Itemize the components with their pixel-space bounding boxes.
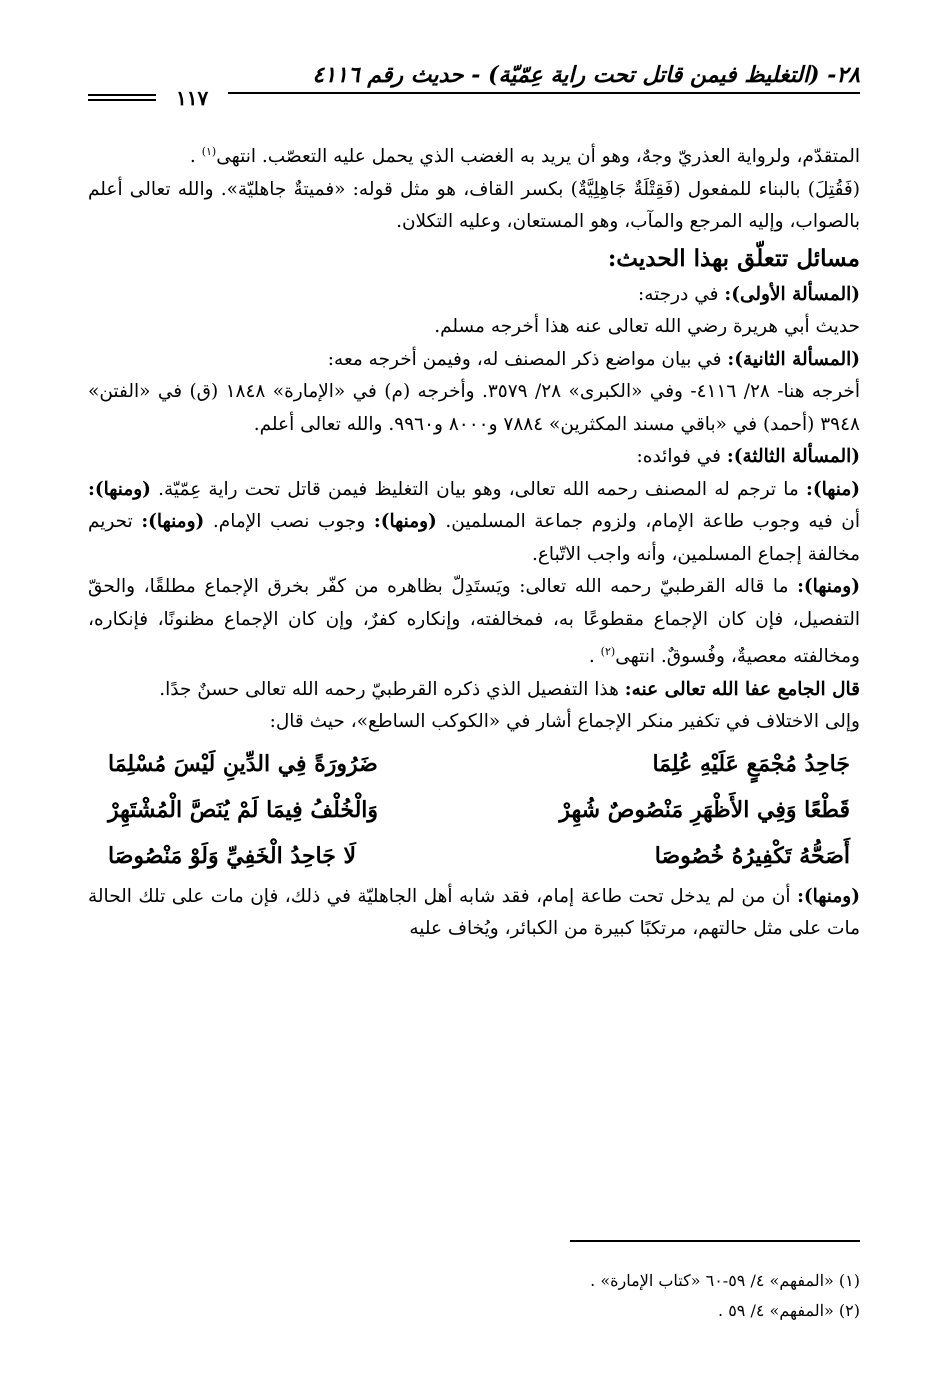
benefit-list: (منها): ما ترجم له المصنف رحمه الله تعالى، وهو بيان التغليظ فيمن قاتل تحت راية عِمّيّة. (ومنها): أن فيه وجوب طاعة الإمام، ولزوم جماعة المسلمين. (ومنها): وجوب نصب الإمام. (ومنها): تحريم مخالفة إجماع المسلمين، وأنه واجب الاتّباع. (88, 478, 860, 565)
verse (88, 833, 860, 879)
compiler-note: قال الجامع عفا الله تعالى عنه: هذا التفصيل الذي ذكره القرطبيّ رحمه الله تعالى حسنٌ جدًا. (159, 678, 860, 700)
question-3: (المسألة الثالثة): في فوائده: (636, 446, 860, 468)
question-label: (المسألة الثانية): (727, 348, 860, 370)
running-header (88, 62, 860, 110)
footnote-ref[interactable]: (١) (201, 145, 217, 158)
paragraph: (ومنها): أن من لم يدخل تحت طاعة إمام، فقد شابه أهل الجاهليّة في ذلك، فإن مات على تلك الحالة مات على مثل حالتهم، مرتكبًا كبيرة من الكبائر، ويُخاف عليه (88, 885, 860, 940)
verse (88, 787, 860, 833)
question-2: (المسألة الثانية): في بيان مواضع ذكر المصنف له، وفيمن أخرجه معه: (327, 348, 860, 370)
hemistich-right: جَاحِدُ مُجْمَعٍ عَلَيْهِ عُلِمَا (652, 750, 850, 777)
question-1: (المسألة الأولى): في درجته: (637, 283, 860, 305)
footnote: (١) «المفهم» ٤/ ٥٩-٦٠ «كتاب الإمارة» . (590, 1271, 860, 1290)
footnote-ref[interactable]: (٢) (600, 645, 616, 659)
hemistich-right: أَصَحُّهُ تَكْفِيرُهُ خُصُوصَا (654, 842, 850, 869)
question-label: (المسألة الثالثة): (726, 446, 860, 468)
hemistich-left: ضَرُورَةً فِي الدِّينِ لَيْسَ مُسْلِمَا (108, 750, 378, 777)
main-text (88, 136, 860, 946)
footnotes (88, 1266, 860, 1326)
hemistich-left: وَالْخُلْفُ فِيمَا لَمْ يُنَصَّ الْمُشْتَهِرْ (108, 796, 379, 823)
question-label: (المسألة الأولى): (724, 283, 860, 305)
paragraph: المتقدّم، ولرواية العذريّ وجهٌ، وهو أن يريد به الغضب الذي يحمل عليه التعصّب. انتهى$^{(١)}$ . (189, 145, 860, 168)
footnote-separator (570, 1240, 860, 1242)
paragraph: وإلى الاختلاف في تكفير منكر الإجماع أشار في «الكوكب الساطع»، حيث قال: (269, 711, 860, 733)
paragraph: حديث أبي هريرة رضي الله تعالى عنه هذا أخرجه مسلم. (434, 316, 860, 338)
page-number: ١١٧ (172, 86, 212, 110)
benefit-quote: (ومنها): ما قاله القرطبيّ رحمه الله تعالى: ويَستَدِلّ بظاهره من كفّر بخرق الإجماع مطلقًا، والحقّ التفصيل، فإن كان الإجماع مقطوعًا به، فمخالفته، وإنكاره كفرٌ، وإن كان الإجماع مظنونًا، فإنكاره، ومخالفته معصيةٌ، وفُسوقٌ. انتهى$^{(٢)}$ . (88, 576, 860, 668)
section-heading: مسائل تتعلّق بهذا الحديث: (607, 244, 860, 272)
page-number-area (88, 86, 228, 110)
paragraph: (فَقُتِلَ) بالبناء للمفعول (فَقِتْلَةٌ جَاهِلِيَّةٌ) بكسر القاف، هو مثل قوله: «فميتةٌ جاهليّة». والله تعالى أعلم بالصواب، وإليه المرجع والمآب، وهو المستعان، وعليه التكلان. (88, 178, 860, 233)
hemistich-left: لَا جَاحِدُ الْخَفِيِّ وَلَوْ مَنْصُوصَا (108, 842, 357, 869)
footnote: (٢) «المفهم» ٤/ ٥٩ . (718, 1301, 860, 1320)
poem (88, 741, 860, 879)
verse (88, 741, 860, 787)
header-title: ٢٨- (التغليظ فيمن قاتل تحت راية عِمّيّة) - حديث رقم ٤١١٦ (312, 62, 860, 88)
double-rule (88, 94, 156, 101)
paragraph: أخرجه هنا- ٢٨/ ٤١١٦- وفي «الكبرى» ٢٨/ ٣٥٧٩. وأخرجه (م) في «الإمارة» ١٨٤٨ (ق) في «الفتن» ٣٩٤٨ (أحمد) في «باقي مسند المكثرين» ٧٨٨٤ و٨٠٠٠ و٩٩٦٠. والله تعالى أعلم. (88, 381, 860, 435)
hemistich-right: قَطْعًا وَفِي الأَظْهَرِ مَنْصُوصٌ شُهِرْ (559, 796, 850, 823)
